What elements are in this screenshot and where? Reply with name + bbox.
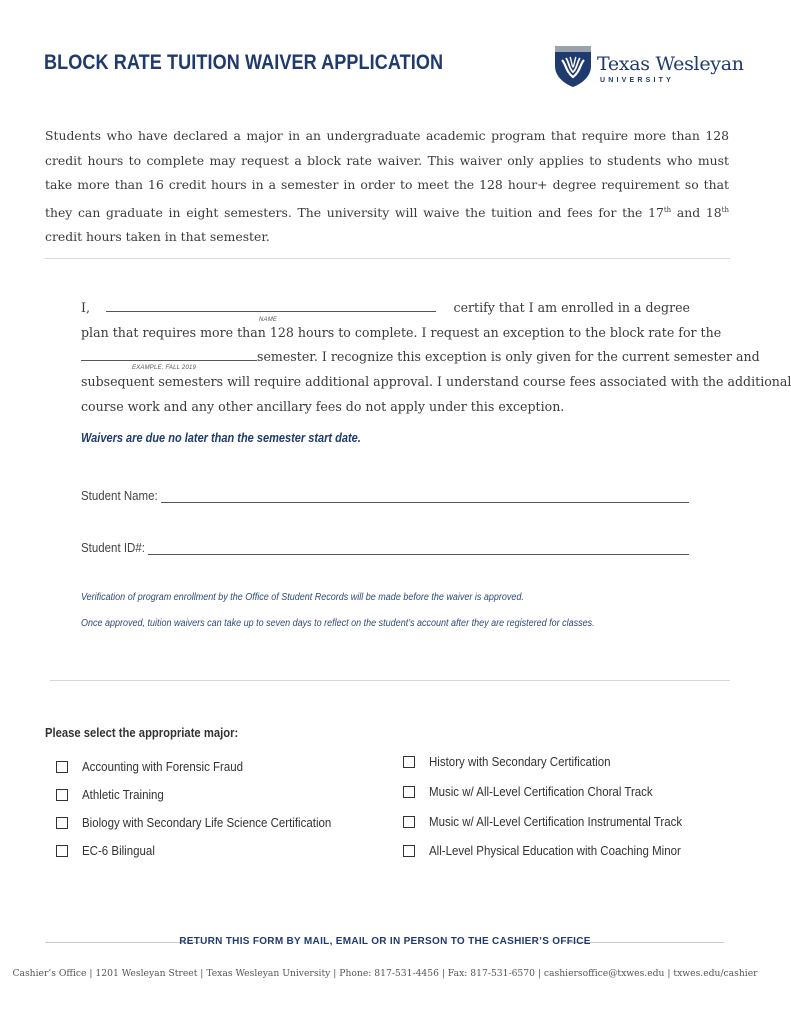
verification-note: Verification of program enrollment by the Office of Student Records will be made before the waiver is approved. xyxy=(81,592,524,603)
checkbox-icon[interactable] xyxy=(403,756,415,768)
return-instructions: RETURN THIS FORM BY MAIL, EMAIL OR IN PERSON TO THE CASHIER’S OFFICE xyxy=(179,936,591,947)
major-label: Accounting with Forensic Fraud xyxy=(82,760,244,774)
name-caption: NAME xyxy=(259,317,278,323)
checkbox-icon[interactable] xyxy=(56,761,68,773)
major-label: All-Level Physical Education with Coaching Minor xyxy=(429,844,681,858)
checkbox-icon[interactable] xyxy=(56,845,68,857)
major-label: Music w/ All-Level Certification Choral Track xyxy=(429,785,653,799)
approval-note: Once approved, tuition waivers can take up to seven days to reflect on the student’s account after they are registered for classes. xyxy=(81,618,595,629)
student-id-field[interactable] xyxy=(148,554,689,555)
majors-heading: Please select the appropriate major: xyxy=(45,726,239,740)
certify-text: certify that I am enrolled in a degree xyxy=(453,300,690,315)
checkbox-icon[interactable] xyxy=(56,817,68,829)
major-label: Athletic Training xyxy=(82,788,164,802)
certify-line-1 xyxy=(81,300,690,315)
major-label: Music w/ All-Level Certification Instrumental Track xyxy=(429,815,683,829)
section-divider xyxy=(45,258,730,259)
contact-footer: Cashier’s Office | 1201 Wesleyan Street | Texas Wesleyan University | Phone: 817-531-4456 | Fax: 817-531-6570 | cashiersoffice@txwes.edu | txwes.edu/cashier xyxy=(12,968,758,979)
major-option[interactable] xyxy=(56,816,353,830)
deadline-note: Waivers are due no later than the semester start date. xyxy=(81,431,361,445)
major-option[interactable] xyxy=(56,788,171,802)
semester-blank-line[interactable] xyxy=(81,360,257,361)
intro-paragraph: Students who have declared a major in an undergraduate academic program that require more than 128 credit hours to complete may request a block rate waiver. This waiver only applies to students who must take more than 16 credit hours in a semester in order to meet the 128 hour+ degree requirement so that they can graduate in eight semesters. The university will waive the tuition and fees for the 17th and 18th credit hours taken in that semester. xyxy=(45,128,729,245)
major-option[interactable] xyxy=(56,760,257,774)
checkbox-icon[interactable] xyxy=(403,845,415,857)
certify-line-2: plan that requires more than 128 hours to complete. I request an exception to the block rate for the xyxy=(81,325,722,340)
form-title: BLOCK RATE TUITION WAIVER APPLICATION xyxy=(44,51,444,74)
certify-line-3-text: semester. I recognize this exception is only given for the current semester and xyxy=(257,349,760,364)
student-name-label: Student Name: xyxy=(81,489,158,503)
student-id-label: Student ID#: xyxy=(81,541,145,555)
major-label: EC-6 Bilingual xyxy=(82,844,155,858)
name-blank-line[interactable] xyxy=(106,311,436,312)
checkbox-icon[interactable] xyxy=(403,816,415,828)
section-divider xyxy=(50,680,730,681)
major-label: History with Secondary Certification xyxy=(429,755,611,769)
major-option[interactable] xyxy=(56,844,161,858)
student-name-field[interactable] xyxy=(161,502,689,503)
certify-line-4: subsequent semesters will require additional approval. I understand course fees associated with the additional xyxy=(81,374,791,389)
major-label: Biology with Secondary Life Science Certification xyxy=(82,816,332,830)
major-option[interactable] xyxy=(403,844,703,858)
major-option[interactable] xyxy=(403,785,672,799)
certify-i-label: I, xyxy=(81,300,90,315)
semester-caption: EXAMPLE: FALL 2019 xyxy=(132,365,197,371)
texas-wesleyan-shield-icon xyxy=(553,44,593,88)
checkbox-icon[interactable] xyxy=(56,789,68,801)
certify-line-3 xyxy=(81,349,760,364)
logo-wordmark: Texas Wesleyan xyxy=(597,53,744,75)
major-option[interactable] xyxy=(403,755,626,769)
logo-subtitle: UNIVERSITY xyxy=(600,77,675,84)
major-option[interactable] xyxy=(403,815,704,829)
certify-line-5: course work and any other ancillary fees do not apply under this exception. xyxy=(81,399,565,414)
checkbox-icon[interactable] xyxy=(403,786,415,798)
